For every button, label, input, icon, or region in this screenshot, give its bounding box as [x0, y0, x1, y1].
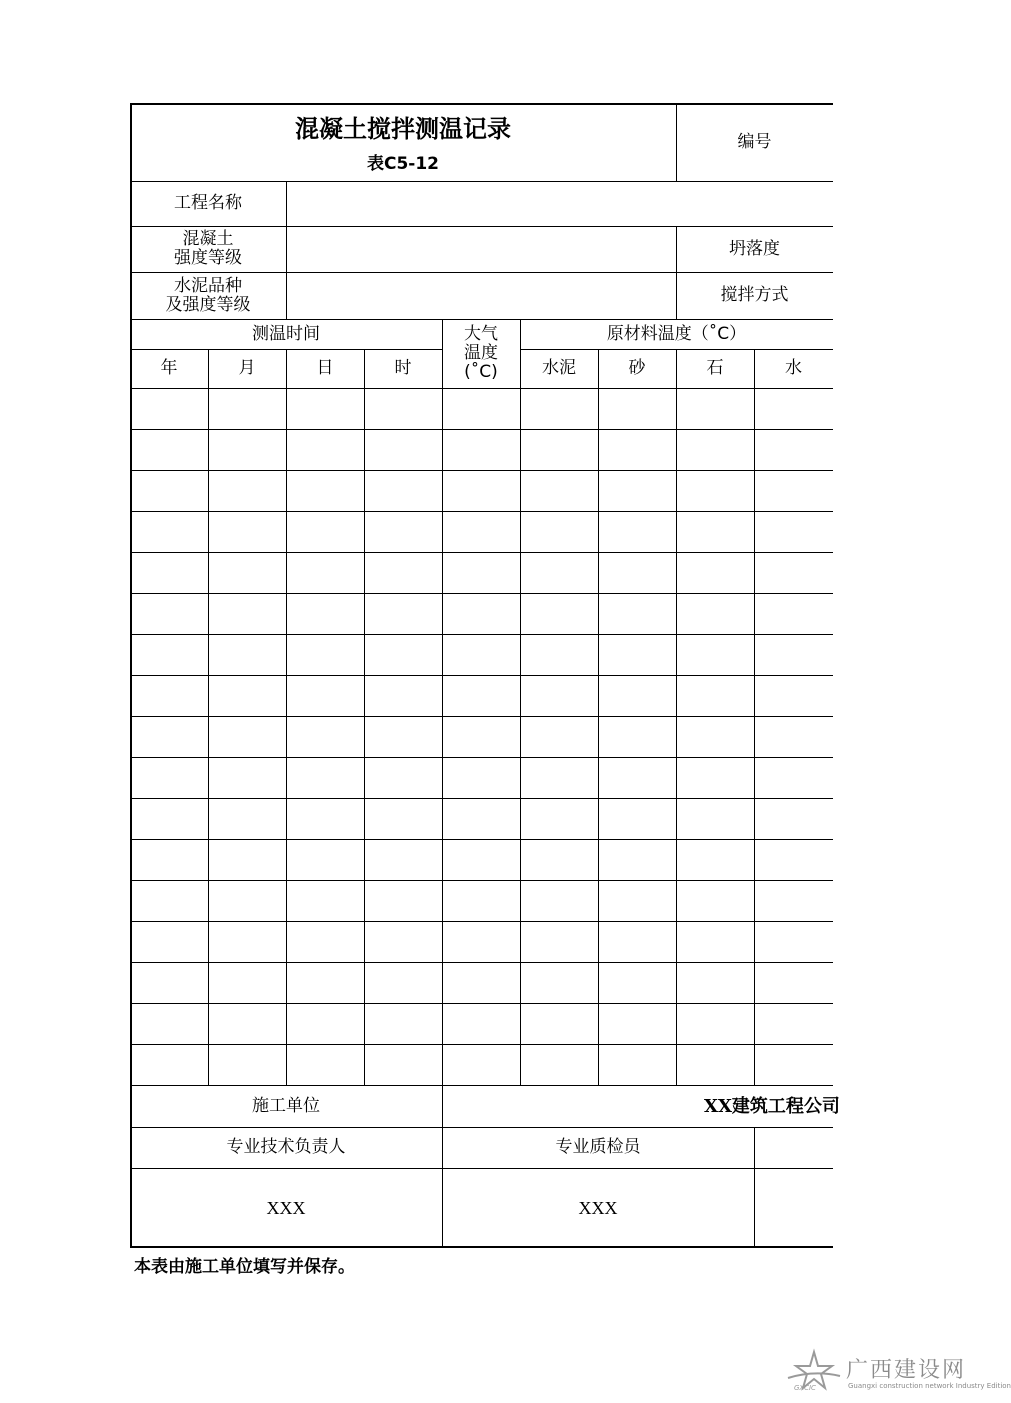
data-cell[interactable] [442, 716, 521, 758]
data-cell[interactable] [598, 921, 677, 963]
data-cell[interactable] [208, 675, 287, 717]
data-cell[interactable] [676, 839, 755, 881]
air-temp-label [442, 319, 521, 389]
data-cell[interactable] [130, 1044, 209, 1086]
data-cell[interactable] [598, 675, 677, 717]
data-cell[interactable] [286, 1003, 365, 1045]
frame-left-border [130, 103, 132, 1248]
qc-label: 专业质检员 [442, 1127, 755, 1169]
data-cell[interactable] [364, 921, 443, 963]
data-cell[interactable] [130, 634, 209, 676]
data-cell[interactable] [208, 921, 287, 963]
data-cell[interactable] [520, 388, 599, 430]
data-cell[interactable] [598, 552, 677, 594]
data-cell[interactable] [208, 470, 287, 512]
col-hour: 时 [364, 349, 443, 389]
frame-top-border [130, 103, 833, 105]
data-cell[interactable] [286, 675, 365, 717]
data-cell[interactable] [520, 921, 599, 963]
data-cell[interactable] [442, 511, 521, 553]
data-cell[interactable] [130, 716, 209, 758]
data-cell[interactable] [676, 388, 755, 430]
data-cell[interactable] [130, 552, 209, 594]
data-cell[interactable] [130, 962, 209, 1004]
measure-time-label: 测温时间 [130, 319, 443, 350]
constructor-value: XX建筑工程公司 [442, 1086, 833, 1128]
data-cell[interactable] [286, 634, 365, 676]
signature-extra-cell [754, 1168, 833, 1248]
data-cell[interactable] [754, 962, 833, 1004]
data-cell[interactable] [286, 470, 365, 512]
data-cell[interactable] [598, 593, 677, 635]
data-cell[interactable] [130, 470, 209, 512]
data-cell[interactable] [598, 839, 677, 881]
data-cell[interactable] [364, 634, 443, 676]
data-cell[interactable] [364, 470, 443, 512]
form-title: 混凝土搅拌测温记录 [295, 115, 511, 143]
data-cell[interactable] [364, 757, 443, 799]
data-cell[interactable] [676, 1003, 755, 1045]
raw-temp-label: 原材料温度（˚C） [520, 319, 833, 350]
col-cement: 水泥 [520, 349, 599, 389]
tech-lead-label: 专业技术负责人 [130, 1127, 443, 1169]
data-cell[interactable] [364, 675, 443, 717]
data-cell[interactable] [598, 634, 677, 676]
data-cell[interactable] [598, 511, 677, 553]
data-cell[interactable] [598, 429, 677, 471]
data-cell[interactable] [130, 388, 209, 430]
data-cell[interactable] [676, 470, 755, 512]
data-cell[interactable] [286, 921, 365, 963]
data-cell[interactable] [754, 470, 833, 512]
data-cell[interactable] [208, 388, 287, 430]
data-cell[interactable] [364, 839, 443, 881]
data-cell[interactable] [442, 470, 521, 512]
data-cell[interactable] [442, 962, 521, 1004]
data-cell[interactable] [520, 1044, 599, 1086]
data-cell[interactable] [598, 880, 677, 922]
data-cell[interactable] [286, 880, 365, 922]
data-cell[interactable] [520, 839, 599, 881]
project-name-label: 工程名称 [130, 181, 287, 227]
data-cell[interactable] [676, 1044, 755, 1086]
data-cell[interactable] [754, 552, 833, 594]
data-cell[interactable] [286, 1044, 365, 1086]
data-cell[interactable] [754, 1044, 833, 1086]
data-cell[interactable] [598, 470, 677, 512]
data-cell[interactable] [286, 716, 365, 758]
data-cell[interactable] [130, 880, 209, 922]
data-cell[interactable] [286, 839, 365, 881]
col-sand: 砂 [598, 349, 677, 389]
title-cell [130, 103, 677, 182]
data-cell[interactable] [598, 757, 677, 799]
data-cell[interactable] [130, 839, 209, 881]
data-cell[interactable] [208, 593, 287, 635]
data-cell[interactable] [520, 716, 599, 758]
data-cell[interactable] [676, 511, 755, 553]
data-cell[interactable] [520, 798, 599, 840]
data-cell[interactable] [754, 675, 833, 717]
air-temp-line1: 大气 [464, 324, 498, 344]
data-cell[interactable] [286, 511, 365, 553]
data-cell[interactable] [676, 593, 755, 635]
data-cell[interactable] [520, 962, 599, 1004]
data-cell[interactable] [130, 1003, 209, 1045]
col-month: 月 [208, 349, 287, 389]
data-cell[interactable] [676, 962, 755, 1004]
watermark-subtitle: Guangxi construction network Industry Edition [848, 1382, 1011, 1390]
slump-label: 坍落度 [676, 226, 833, 273]
data-cell[interactable] [676, 880, 755, 922]
data-cell[interactable] [520, 470, 599, 512]
concrete-grade-label [130, 226, 287, 273]
data-cell[interactable] [364, 716, 443, 758]
col-day: 日 [286, 349, 365, 389]
data-cell[interactable] [520, 1003, 599, 1045]
data-cell[interactable] [442, 921, 521, 963]
data-cell[interactable] [364, 511, 443, 553]
data-cell[interactable] [520, 552, 599, 594]
data-cell[interactable] [208, 839, 287, 881]
data-cell[interactable] [598, 1044, 677, 1086]
data-cell[interactable] [520, 593, 599, 635]
concrete-grade-line1: 混凝土 [182, 229, 234, 249]
data-cell[interactable] [754, 511, 833, 553]
col-year: 年 [130, 349, 209, 389]
watermark-title: 广西建设网 [846, 1358, 967, 1383]
data-cell[interactable] [442, 634, 521, 676]
data-cell[interactable] [364, 1044, 443, 1086]
data-cell[interactable] [364, 962, 443, 1004]
data-cell[interactable] [442, 552, 521, 594]
data-cell[interactable] [676, 798, 755, 840]
data-cell[interactable] [364, 429, 443, 471]
data-cell[interactable] [676, 634, 755, 676]
mixing-method-label: 搅拌方式 [676, 272, 833, 320]
data-cell[interactable] [364, 388, 443, 430]
data-cell[interactable] [208, 511, 287, 553]
data-cell[interactable] [364, 880, 443, 922]
data-cell[interactable] [676, 716, 755, 758]
footnote: 本表由施工单位填写并保存。 [134, 1257, 355, 1277]
data-cell[interactable] [754, 593, 833, 635]
data-cell[interactable] [598, 388, 677, 430]
data-cell[interactable] [208, 716, 287, 758]
data-cell[interactable] [364, 1003, 443, 1045]
data-cell[interactable] [754, 839, 833, 881]
data-cell[interactable] [286, 593, 365, 635]
constructor-label: 施工单位 [130, 1086, 443, 1128]
data-cell[interactable] [364, 552, 443, 594]
data-cell[interactable] [442, 675, 521, 717]
data-cell[interactable] [286, 798, 365, 840]
data-cell[interactable] [208, 429, 287, 471]
data-cell[interactable] [442, 880, 521, 922]
form-sheet [130, 103, 840, 1248]
data-cell[interactable] [442, 388, 521, 430]
data-cell[interactable] [754, 716, 833, 758]
data-cell[interactable] [442, 839, 521, 881]
data-cell[interactable] [520, 634, 599, 676]
data-cell[interactable] [442, 757, 521, 799]
data-cell[interactable] [754, 798, 833, 840]
data-cell[interactable] [286, 388, 365, 430]
data-cell[interactable] [442, 593, 521, 635]
cement-label-line1: 水泥品种 [174, 275, 242, 296]
data-cell[interactable] [442, 1003, 521, 1045]
data-cell[interactable] [130, 921, 209, 963]
data-cell[interactable] [130, 675, 209, 717]
data-cell[interactable] [598, 962, 677, 1004]
data-cell[interactable] [286, 757, 365, 799]
tech-lead-value: XXX [130, 1168, 443, 1248]
data-cell[interactable] [364, 798, 443, 840]
data-cell[interactable] [520, 675, 599, 717]
data-cell[interactable] [598, 1003, 677, 1045]
data-cell[interactable] [442, 1044, 521, 1086]
data-cell[interactable] [754, 921, 833, 963]
data-cell[interactable] [208, 1044, 287, 1086]
data-cell[interactable] [676, 552, 755, 594]
data-cell[interactable] [520, 880, 599, 922]
data-cell[interactable] [754, 634, 833, 676]
air-temp-line3: (˚C) [464, 362, 498, 382]
data-cell[interactable] [676, 675, 755, 717]
data-cell[interactable] [520, 511, 599, 553]
signature-extra-header [754, 1127, 833, 1169]
data-cell[interactable] [442, 429, 521, 471]
air-temp-line2: 温度 [464, 343, 498, 363]
data-cell[interactable] [754, 388, 833, 430]
cement-field[interactable] [286, 272, 677, 320]
data-cell[interactable] [208, 798, 287, 840]
data-cell[interactable] [286, 552, 365, 594]
data-cell[interactable] [208, 552, 287, 594]
code-label: 编号 [676, 103, 833, 182]
data-cell[interactable] [754, 1003, 833, 1045]
cement-label [130, 272, 287, 320]
data-cell[interactable] [520, 757, 599, 799]
data-cell[interactable] [598, 798, 677, 840]
data-cell[interactable] [208, 962, 287, 1004]
col-stone: 石 [676, 349, 755, 389]
concrete-grade-field[interactable] [286, 226, 677, 273]
data-cell[interactable] [130, 511, 209, 553]
data-cell[interactable] [754, 880, 833, 922]
data-cell[interactable] [208, 757, 287, 799]
data-cell[interactable] [364, 593, 443, 635]
concrete-grade-line2: 强度等级 [174, 248, 242, 268]
data-cell[interactable] [286, 429, 365, 471]
data-cell[interactable] [130, 429, 209, 471]
data-cell[interactable] [676, 429, 755, 471]
qc-value: XXX [442, 1168, 755, 1248]
data-cell[interactable] [598, 716, 677, 758]
data-cell[interactable] [676, 757, 755, 799]
form-subtitle: 表C5-12 [366, 154, 440, 174]
data-cell[interactable] [208, 880, 287, 922]
data-cell[interactable] [130, 798, 209, 840]
data-cell[interactable] [208, 1003, 287, 1045]
col-water: 水 [754, 349, 833, 389]
data-cell[interactable] [208, 634, 287, 676]
data-cell[interactable] [130, 593, 209, 635]
data-cell[interactable] [676, 921, 755, 963]
cement-label-line2: 及强度等级 [165, 294, 251, 315]
svg-text:GXCIC: GXCIC [794, 1384, 816, 1392]
data-cell[interactable] [286, 962, 365, 1004]
data-cell[interactable] [442, 798, 521, 840]
project-name-field[interactable] [286, 181, 833, 227]
data-cell[interactable] [754, 429, 833, 471]
data-cell[interactable] [130, 757, 209, 799]
data-cell[interactable] [754, 757, 833, 799]
data-cell[interactable] [520, 429, 599, 471]
frame-bottom-border [130, 1246, 833, 1248]
